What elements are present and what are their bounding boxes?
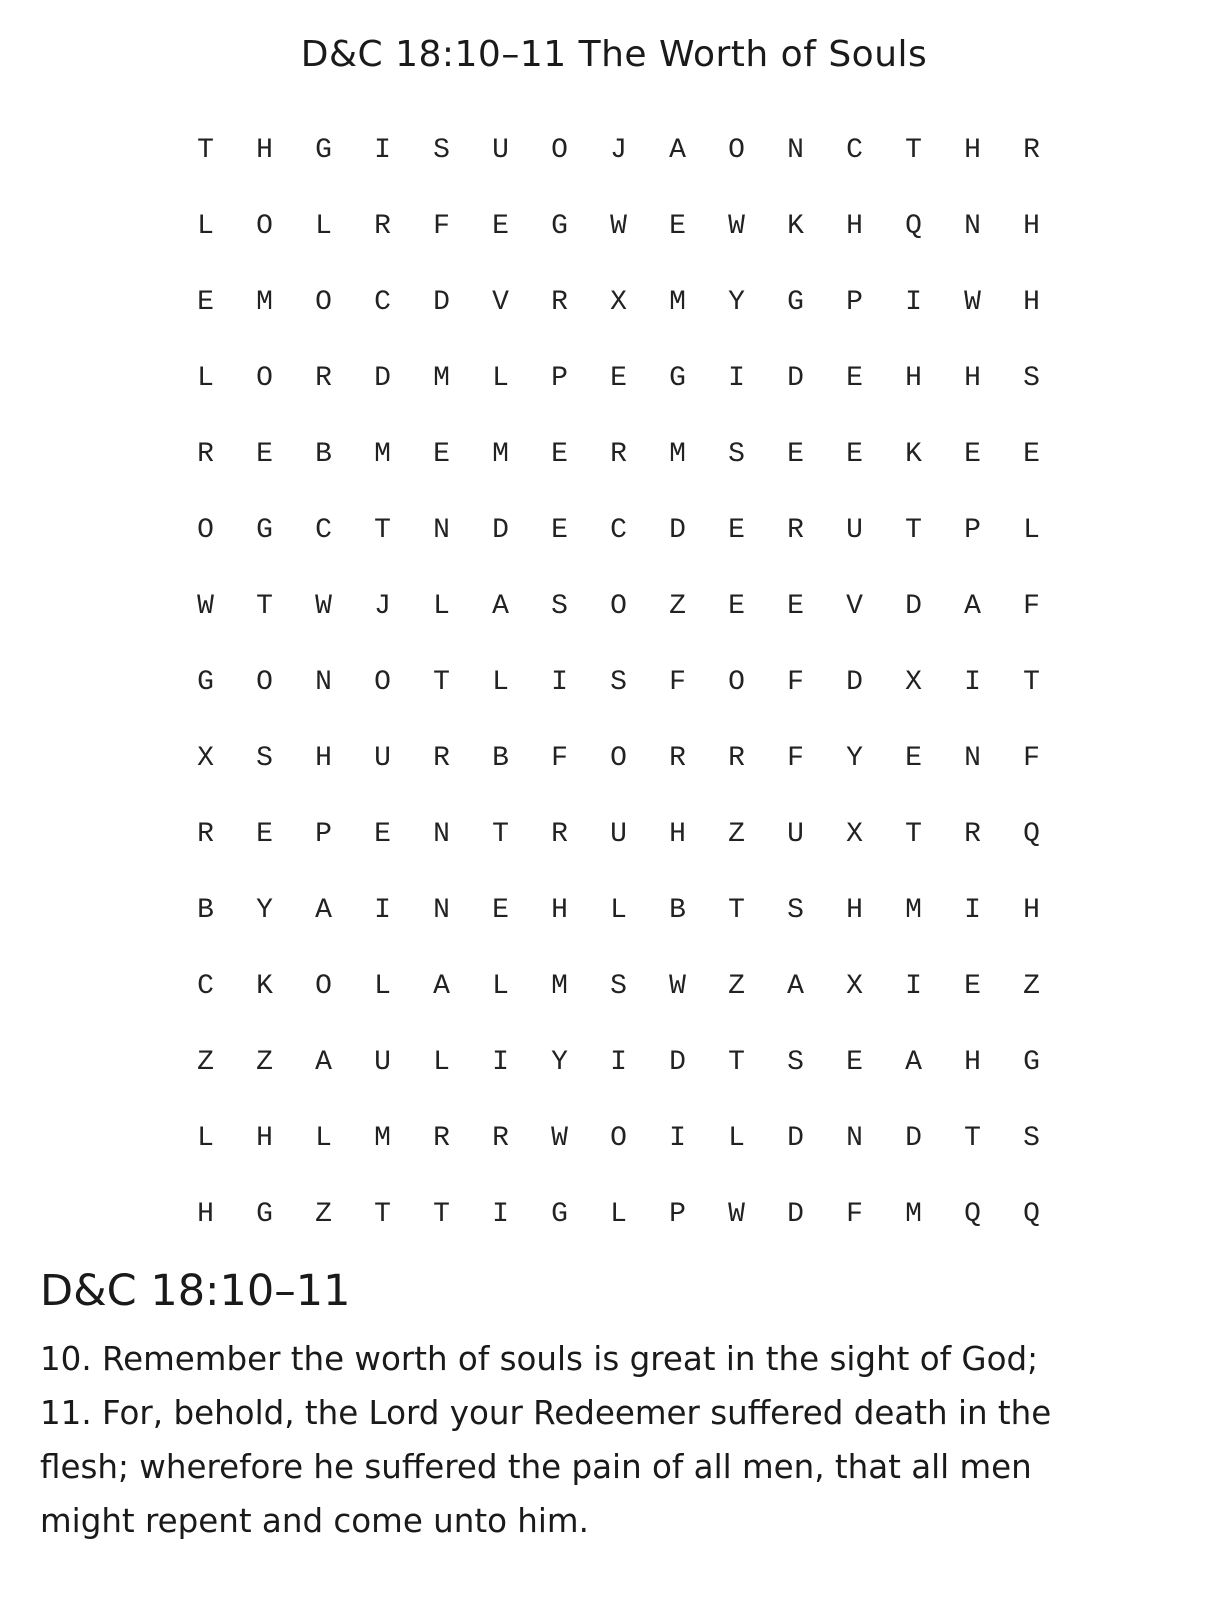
grid-letter: K bbox=[905, 438, 922, 470]
grid-letter: Q bbox=[905, 210, 922, 242]
grid-letter: V bbox=[846, 590, 863, 622]
grid-letter: R bbox=[197, 438, 214, 470]
grid-letter: E bbox=[492, 894, 509, 926]
grid-letter: E bbox=[846, 1046, 863, 1078]
grid-letter: M bbox=[492, 438, 509, 470]
grid-letter: D bbox=[787, 362, 804, 394]
grid-letter: L bbox=[492, 362, 509, 394]
grid-letter: E bbox=[551, 514, 568, 546]
grid-letter: E bbox=[551, 438, 568, 470]
grid-row bbox=[176, 112, 1076, 188]
grid-letter: L bbox=[197, 362, 214, 394]
grid-letter: R bbox=[1023, 134, 1040, 166]
grid-letter: I bbox=[492, 1046, 509, 1078]
grid-letter: Z bbox=[728, 818, 745, 850]
grid-letter: O bbox=[551, 134, 568, 166]
grid-letter: E bbox=[787, 590, 804, 622]
grid-letter: T bbox=[905, 514, 922, 546]
grid-letter: R bbox=[964, 818, 981, 850]
grid-letter: N bbox=[433, 514, 450, 546]
grid-letter: P bbox=[964, 514, 981, 546]
grid-letter: W bbox=[197, 590, 214, 622]
grid-letter: R bbox=[492, 1122, 509, 1154]
grid-letter: X bbox=[610, 286, 627, 318]
grid-letter: L bbox=[728, 1122, 745, 1154]
grid-letter: C bbox=[197, 970, 214, 1002]
grid-letter: T bbox=[374, 514, 391, 546]
verse-line: 11. For, behold, the Lord your Redeemer suffered death in the bbox=[40, 1394, 1052, 1432]
grid-letter: T bbox=[197, 134, 214, 166]
grid-letter: D bbox=[492, 514, 509, 546]
grid-letter: I bbox=[669, 1122, 686, 1154]
grid-letter: A bbox=[669, 134, 686, 166]
grid-letter: T bbox=[728, 894, 745, 926]
grid-letter: E bbox=[492, 210, 509, 242]
grid-letter: T bbox=[728, 1046, 745, 1078]
grid-letter: O bbox=[610, 742, 627, 774]
verse-text bbox=[40, 1332, 1200, 1548]
grid-row bbox=[176, 720, 1076, 796]
verse-heading: D&C 18:10–11 bbox=[40, 1266, 351, 1316]
grid-letter: S bbox=[610, 970, 627, 1002]
page-title: D&C 18:10–11 The Worth of Souls bbox=[300, 34, 928, 75]
grid-letter: M bbox=[905, 894, 922, 926]
grid-letter: S bbox=[728, 438, 745, 470]
verse-line: might repent and come unto him. bbox=[40, 1502, 589, 1540]
verse-line: flesh; wherefore he suffered the pain of all men, that all men bbox=[40, 1448, 1032, 1486]
grid-letter: H bbox=[256, 1122, 273, 1154]
grid-letter: P bbox=[669, 1198, 686, 1230]
grid-letter: S bbox=[433, 134, 450, 166]
grid-letter: R bbox=[197, 818, 214, 850]
grid-letter: H bbox=[1023, 210, 1040, 242]
grid-letter: L bbox=[492, 666, 509, 698]
grid-letter: B bbox=[315, 438, 332, 470]
grid-letter: L bbox=[374, 970, 391, 1002]
grid-letter: N bbox=[315, 666, 332, 698]
grid-letter: A bbox=[787, 970, 804, 1002]
grid-letter: H bbox=[315, 742, 332, 774]
grid-letter: A bbox=[433, 970, 450, 1002]
grid-letter: G bbox=[1023, 1046, 1040, 1078]
grid-letter: M bbox=[669, 286, 686, 318]
grid-letter: M bbox=[256, 286, 273, 318]
grid-letter: D bbox=[787, 1122, 804, 1154]
grid-letter: R bbox=[551, 818, 568, 850]
grid-letter: I bbox=[374, 134, 391, 166]
grid-letter: A bbox=[492, 590, 509, 622]
grid-letter: Z bbox=[728, 970, 745, 1002]
grid-letter: B bbox=[669, 894, 686, 926]
grid-row bbox=[176, 872, 1076, 948]
grid-letter: O bbox=[374, 666, 391, 698]
grid-letter: I bbox=[964, 666, 981, 698]
grid-letter: H bbox=[964, 1046, 981, 1078]
grid-letter: Y bbox=[551, 1046, 568, 1078]
grid-letter: E bbox=[964, 970, 981, 1002]
grid-row bbox=[176, 948, 1076, 1024]
grid-letter: O bbox=[197, 514, 214, 546]
grid-letter: E bbox=[846, 438, 863, 470]
grid-letter: X bbox=[846, 970, 863, 1002]
grid-letter: W bbox=[964, 286, 981, 318]
grid-letter: W bbox=[610, 210, 627, 242]
grid-letter: D bbox=[374, 362, 391, 394]
grid-letter: E bbox=[1023, 438, 1040, 470]
grid-letter: S bbox=[610, 666, 627, 698]
grid-letter: Y bbox=[846, 742, 863, 774]
grid-letter: T bbox=[905, 818, 922, 850]
grid-letter: B bbox=[492, 742, 509, 774]
grid-letter: Z bbox=[315, 1198, 332, 1230]
grid-letter: F bbox=[787, 742, 804, 774]
word-search-grid bbox=[176, 112, 1076, 1252]
grid-letter: I bbox=[551, 666, 568, 698]
grid-letter: T bbox=[256, 590, 273, 622]
grid-letter: C bbox=[374, 286, 391, 318]
grid-letter: F bbox=[433, 210, 450, 242]
grid-letter: W bbox=[315, 590, 332, 622]
grid-letter: M bbox=[374, 438, 391, 470]
grid-letter: H bbox=[669, 818, 686, 850]
grid-letter: N bbox=[964, 742, 981, 774]
grid-letter: I bbox=[492, 1198, 509, 1230]
grid-letter: T bbox=[433, 1198, 450, 1230]
grid-letter: Q bbox=[1023, 1198, 1040, 1230]
grid-letter: R bbox=[374, 210, 391, 242]
grid-row bbox=[176, 568, 1076, 644]
grid-letter: G bbox=[315, 134, 332, 166]
grid-letter: H bbox=[256, 134, 273, 166]
grid-letter: U bbox=[374, 742, 391, 774]
grid-letter: E bbox=[846, 362, 863, 394]
grid-letter: G bbox=[551, 1198, 568, 1230]
grid-letter: H bbox=[905, 362, 922, 394]
grid-letter: L bbox=[315, 1122, 332, 1154]
grid-letter: Y bbox=[728, 286, 745, 318]
grid-letter: I bbox=[610, 1046, 627, 1078]
grid-letter: O bbox=[256, 666, 273, 698]
grid-letter: Z bbox=[197, 1046, 214, 1078]
grid-letter: Z bbox=[1023, 970, 1040, 1002]
grid-letter: S bbox=[787, 1046, 804, 1078]
grid-letter: L bbox=[610, 894, 627, 926]
grid-letter: E bbox=[728, 514, 745, 546]
grid-letter: M bbox=[669, 438, 686, 470]
grid-letter: G bbox=[787, 286, 804, 318]
grid-row bbox=[176, 188, 1076, 264]
grid-letter: F bbox=[1023, 590, 1040, 622]
grid-letter: R bbox=[315, 362, 332, 394]
grid-row bbox=[176, 644, 1076, 720]
grid-letter: E bbox=[197, 286, 214, 318]
grid-row bbox=[176, 1024, 1076, 1100]
grid-letter: P bbox=[846, 286, 863, 318]
grid-letter: R bbox=[728, 742, 745, 774]
grid-letter: E bbox=[433, 438, 450, 470]
grid-letter: T bbox=[905, 134, 922, 166]
grid-letter: E bbox=[610, 362, 627, 394]
grid-letter: L bbox=[197, 210, 214, 242]
grid-letter: K bbox=[787, 210, 804, 242]
grid-letter: Y bbox=[256, 894, 273, 926]
grid-letter: F bbox=[846, 1198, 863, 1230]
grid-letter: J bbox=[374, 590, 391, 622]
grid-letter: L bbox=[610, 1198, 627, 1230]
grid-letter: S bbox=[551, 590, 568, 622]
grid-letter: T bbox=[964, 1122, 981, 1154]
grid-letter: P bbox=[551, 362, 568, 394]
grid-letter: T bbox=[374, 1198, 391, 1230]
grid-letter: O bbox=[256, 210, 273, 242]
grid-row bbox=[176, 264, 1076, 340]
grid-letter: N bbox=[787, 134, 804, 166]
grid-letter: O bbox=[315, 970, 332, 1002]
grid-letter: D bbox=[846, 666, 863, 698]
grid-letter: O bbox=[610, 1122, 627, 1154]
grid-letter: Q bbox=[964, 1198, 981, 1230]
grid-letter: K bbox=[256, 970, 273, 1002]
grid-letter: G bbox=[669, 362, 686, 394]
grid-letter: E bbox=[787, 438, 804, 470]
grid-letter: W bbox=[728, 1198, 745, 1230]
grid-letter: A bbox=[315, 1046, 332, 1078]
grid-letter: I bbox=[905, 286, 922, 318]
grid-letter: N bbox=[433, 818, 450, 850]
grid-letter: O bbox=[256, 362, 273, 394]
grid-row bbox=[176, 492, 1076, 568]
grid-letter: X bbox=[846, 818, 863, 850]
grid-letter: G bbox=[551, 210, 568, 242]
grid-letter: X bbox=[905, 666, 922, 698]
verse-line: 10. Remember the worth of souls is great in the sight of God; bbox=[40, 1340, 1039, 1378]
grid-letter: A bbox=[315, 894, 332, 926]
grid-letter: T bbox=[1023, 666, 1040, 698]
grid-letter: H bbox=[197, 1198, 214, 1230]
grid-letter: D bbox=[669, 514, 686, 546]
grid-letter: O bbox=[728, 134, 745, 166]
grid-letter: O bbox=[728, 666, 745, 698]
grid-letter: F bbox=[1023, 742, 1040, 774]
grid-letter: T bbox=[492, 818, 509, 850]
grid-letter: G bbox=[256, 514, 273, 546]
grid-letter: N bbox=[964, 210, 981, 242]
grid-letter: U bbox=[492, 134, 509, 166]
grid-letter: P bbox=[315, 818, 332, 850]
grid-letter: F bbox=[669, 666, 686, 698]
grid-letter: L bbox=[1023, 514, 1040, 546]
grid-letter: H bbox=[846, 210, 863, 242]
grid-letter: H bbox=[964, 134, 981, 166]
grid-letter: E bbox=[964, 438, 981, 470]
grid-letter: E bbox=[374, 818, 391, 850]
grid-letter: I bbox=[905, 970, 922, 1002]
grid-letter: G bbox=[256, 1198, 273, 1230]
grid-letter: W bbox=[551, 1122, 568, 1154]
grid-letter: A bbox=[964, 590, 981, 622]
grid-letter: O bbox=[610, 590, 627, 622]
grid-letter: S bbox=[256, 742, 273, 774]
grid-letter: M bbox=[551, 970, 568, 1002]
grid-letter: I bbox=[728, 362, 745, 394]
grid-letter: N bbox=[433, 894, 450, 926]
grid-letter: C bbox=[846, 134, 863, 166]
grid-letter: C bbox=[610, 514, 627, 546]
grid-letter: F bbox=[551, 742, 568, 774]
grid-letter: N bbox=[846, 1122, 863, 1154]
grid-letter: S bbox=[1023, 362, 1040, 394]
grid-letter: I bbox=[374, 894, 391, 926]
grid-letter: M bbox=[905, 1198, 922, 1230]
grid-letter: T bbox=[433, 666, 450, 698]
grid-letter: S bbox=[787, 894, 804, 926]
grid-letter: U bbox=[846, 514, 863, 546]
grid-letter: S bbox=[1023, 1122, 1040, 1154]
grid-letter: G bbox=[197, 666, 214, 698]
grid-letter: Z bbox=[669, 590, 686, 622]
grid-letter: E bbox=[669, 210, 686, 242]
grid-letter: W bbox=[669, 970, 686, 1002]
grid-letter: L bbox=[433, 590, 450, 622]
grid-letter: D bbox=[787, 1198, 804, 1230]
grid-letter: U bbox=[374, 1046, 391, 1078]
grid-letter: C bbox=[315, 514, 332, 546]
grid-letter: D bbox=[433, 286, 450, 318]
grid-letter: I bbox=[964, 894, 981, 926]
grid-row bbox=[176, 340, 1076, 416]
grid-letter: D bbox=[905, 590, 922, 622]
grid-letter: E bbox=[256, 438, 273, 470]
grid-letter: E bbox=[728, 590, 745, 622]
grid-letter: E bbox=[905, 742, 922, 774]
grid-letter: H bbox=[846, 894, 863, 926]
grid-letter: R bbox=[610, 438, 627, 470]
grid-row bbox=[176, 1176, 1076, 1252]
grid-letter: W bbox=[728, 210, 745, 242]
grid-letter: H bbox=[551, 894, 568, 926]
grid-letter: U bbox=[610, 818, 627, 850]
grid-letter: R bbox=[433, 1122, 450, 1154]
grid-letter: L bbox=[315, 210, 332, 242]
grid-letter: F bbox=[787, 666, 804, 698]
grid-letter: L bbox=[492, 970, 509, 1002]
grid-letter: A bbox=[905, 1046, 922, 1078]
grid-letter: O bbox=[315, 286, 332, 318]
grid-letter: R bbox=[433, 742, 450, 774]
grid-letter: H bbox=[964, 362, 981, 394]
grid-letter: H bbox=[1023, 894, 1040, 926]
grid-letter: E bbox=[256, 818, 273, 850]
grid-letter: U bbox=[787, 818, 804, 850]
grid-letter: V bbox=[492, 286, 509, 318]
grid-row bbox=[176, 1100, 1076, 1176]
grid-letter: L bbox=[433, 1046, 450, 1078]
grid-letter: Z bbox=[256, 1046, 273, 1078]
grid-letter: M bbox=[433, 362, 450, 394]
grid-letter: J bbox=[610, 134, 627, 166]
grid-letter: H bbox=[1023, 286, 1040, 318]
grid-row bbox=[176, 796, 1076, 872]
grid-row bbox=[176, 416, 1076, 492]
grid-letter: Q bbox=[1023, 818, 1040, 850]
grid-letter: L bbox=[197, 1122, 214, 1154]
grid-letter: R bbox=[787, 514, 804, 546]
grid-letter: B bbox=[197, 894, 214, 926]
grid-letter: R bbox=[551, 286, 568, 318]
grid-letter: D bbox=[905, 1122, 922, 1154]
grid-letter: M bbox=[374, 1122, 391, 1154]
grid-letter: R bbox=[669, 742, 686, 774]
grid-letter: D bbox=[669, 1046, 686, 1078]
grid-letter: X bbox=[197, 742, 214, 774]
